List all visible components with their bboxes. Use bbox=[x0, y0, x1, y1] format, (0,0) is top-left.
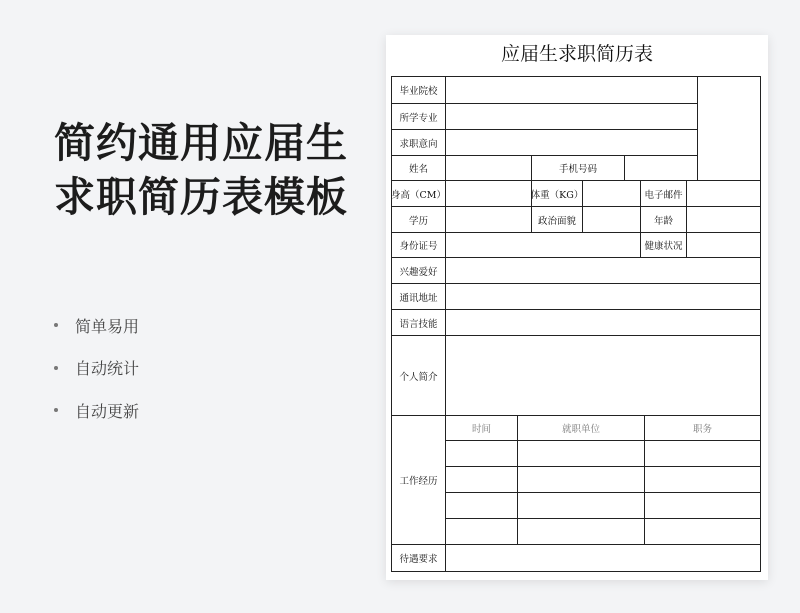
label-weight: 体重（KG） bbox=[530, 189, 584, 201]
field-profile[interactable] bbox=[446, 336, 760, 415]
field-phone[interactable] bbox=[625, 156, 697, 180]
bullet-icon bbox=[54, 366, 58, 370]
label-address: 通讯地址 bbox=[399, 292, 438, 304]
feature-item bbox=[54, 354, 139, 382]
bullet-icon bbox=[54, 323, 58, 327]
resume-sheet bbox=[386, 35, 768, 580]
header-position: 职务 bbox=[692, 424, 712, 435]
feature-list bbox=[54, 311, 139, 439]
headline-line-2: 求职简历表模板 bbox=[54, 173, 348, 221]
photo-box[interactable] bbox=[698, 77, 760, 180]
field-major[interactable] bbox=[446, 104, 697, 129]
field-address[interactable] bbox=[446, 284, 760, 309]
label-education: 学历 bbox=[408, 215, 428, 227]
feature-item bbox=[54, 396, 139, 424]
label-height: 身高（CM） bbox=[391, 189, 446, 201]
label-age: 年龄 bbox=[653, 215, 673, 227]
field-political-status[interactable] bbox=[583, 207, 640, 232]
header-employer: 就职单位 bbox=[561, 424, 600, 435]
field-id-number[interactable] bbox=[446, 233, 640, 257]
form-title: 应届生求职简历表 bbox=[500, 43, 653, 65]
field-height[interactable] bbox=[446, 181, 531, 206]
field-school[interactable] bbox=[446, 77, 697, 103]
feature-label: 自动统计 bbox=[75, 359, 140, 378]
label-salary-expectation: 待遇要求 bbox=[399, 554, 438, 565]
label-phone: 手机号码 bbox=[558, 164, 597, 175]
feature-label: 简单易用 bbox=[75, 316, 140, 336]
field-email[interactable] bbox=[687, 181, 760, 206]
field-age[interactable] bbox=[687, 207, 760, 232]
label-language-skills: 语言技能 bbox=[399, 318, 438, 330]
field-salary-expectation[interactable] bbox=[446, 545, 760, 571]
headline-line-1: 简约通用应届生 bbox=[54, 119, 348, 167]
feature-label: 自动更新 bbox=[75, 401, 140, 421]
label-health: 健康状况 bbox=[644, 241, 683, 252]
label-id-number: 身份证号 bbox=[399, 241, 438, 252]
field-hobbies[interactable] bbox=[446, 258, 760, 283]
label-major: 所学专业 bbox=[399, 112, 438, 124]
field-education[interactable] bbox=[446, 207, 531, 232]
field-health[interactable] bbox=[687, 233, 760, 257]
label-name: 姓名 bbox=[408, 164, 428, 175]
label-profile: 个人简介 bbox=[399, 371, 438, 383]
header-time: 时间 bbox=[471, 424, 491, 435]
feature-item bbox=[54, 311, 139, 339]
field-weight[interactable] bbox=[583, 181, 640, 206]
field-language-skills[interactable] bbox=[446, 310, 760, 335]
label-job-intention: 求职意向 bbox=[399, 138, 438, 150]
label-email: 电子邮件 bbox=[644, 189, 683, 201]
field-job-intention[interactable] bbox=[446, 130, 697, 155]
label-school: 毕业院校 bbox=[399, 86, 438, 97]
label-work-experience: 工作经历 bbox=[399, 476, 438, 487]
label-hobbies: 兴趣爱好 bbox=[399, 266, 438, 278]
promo-headline bbox=[54, 116, 348, 224]
label-political-status: 政治面貌 bbox=[537, 215, 576, 227]
bullet-icon bbox=[54, 408, 58, 412]
field-name[interactable] bbox=[446, 156, 531, 180]
